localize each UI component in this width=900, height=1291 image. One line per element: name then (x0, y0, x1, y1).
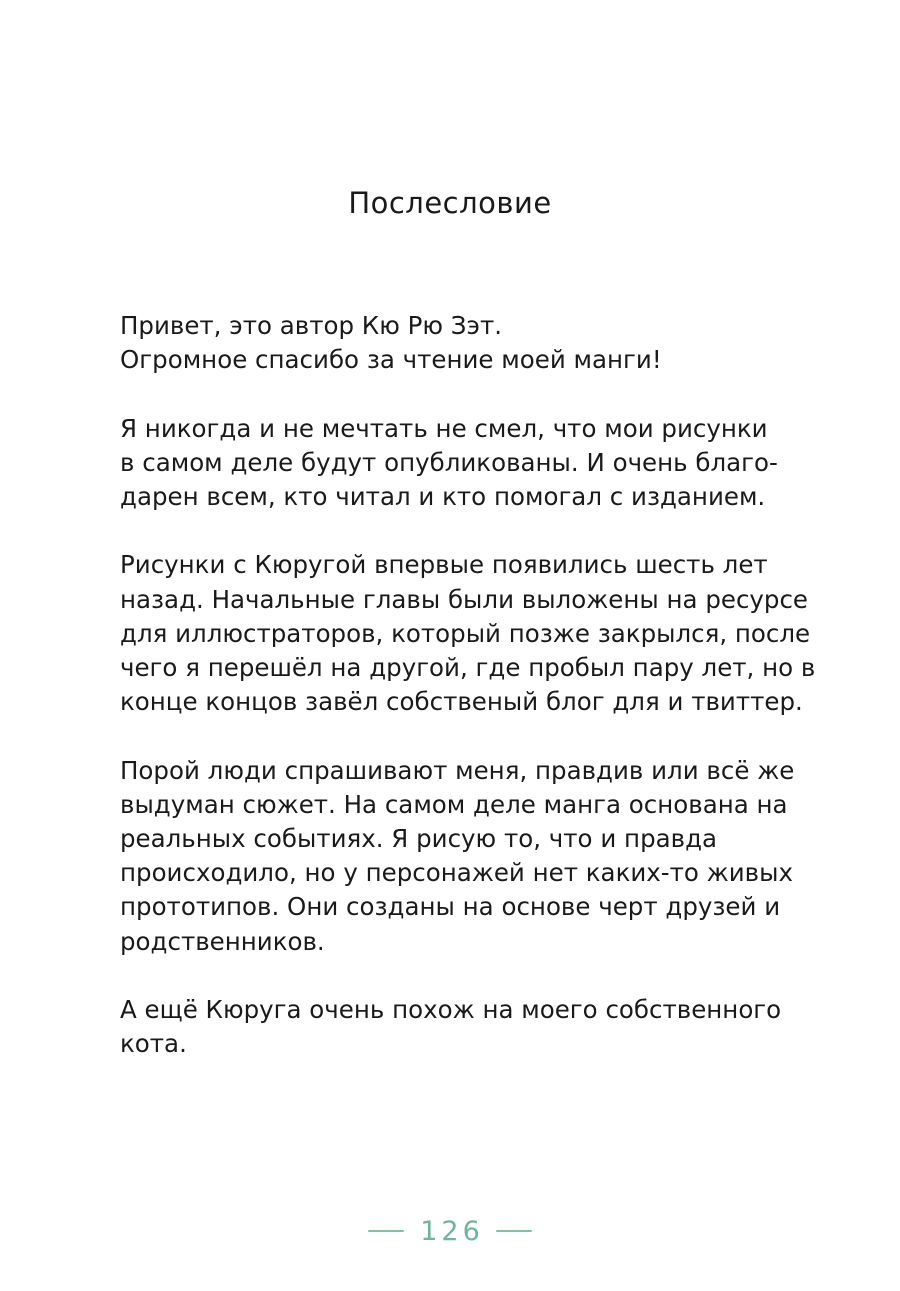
text-line: назад. Начальные главы были выложены на ресурсе (120, 584, 809, 614)
text-line: чего я перешёл на другой, где пробыл пару лет, но в (120, 653, 816, 682)
text-line: конце концов завёл собственый блог для и твиттер. (120, 687, 803, 717)
text-line: выдуман сюжет. На самом деле манга основана на (120, 789, 788, 819)
afterword-text (120, 309, 840, 1096)
text-line: Огромное спасибо за чтение моей манги! (120, 345, 662, 375)
paragraph-4 (120, 754, 840, 959)
text-line: Я никогда и не мечтать не смел, что мои рисунки (120, 413, 768, 443)
paragraph-3 (120, 548, 840, 719)
paragraph-5 (120, 993, 840, 1061)
text-line: происходило, но у персонажей нет каких-то живых (120, 858, 793, 888)
page-number: 126 (420, 1215, 484, 1247)
left-dash-ornament (368, 1230, 404, 1232)
text-line: Порой люди спрашивают меня, правдив или всё же (120, 755, 795, 785)
paragraph-1 (120, 309, 840, 377)
right-dash-ornament (496, 1230, 532, 1232)
text-line: А ещё Кюруга очень похож на моего собственного (120, 995, 782, 1024)
text-line: Привет, это автор Кю Рю Зэт. (120, 311, 503, 340)
page-title: Послесловие (348, 186, 552, 220)
page-number-footer (0, 1213, 900, 1249)
text-line: дарен всем, кто читал и кто помогал с изданием. (120, 482, 766, 511)
text-line: кота. (120, 1029, 187, 1059)
text-line: прототипов. Они созданы на основе черт друзей и (120, 892, 781, 922)
paragraph-2 (120, 412, 840, 515)
text-line: Рисунки с Кюругой впервые появились шесть лет (120, 550, 768, 580)
text-line: в самом деле будут опубликованы. И очень благо- (120, 447, 778, 477)
text-line: для иллюстраторов, который позже закрылся, после (120, 618, 811, 648)
text-line: родственников. (120, 926, 325, 956)
text-line: реальных событиях. Я рисую то, что и правда (120, 824, 718, 853)
